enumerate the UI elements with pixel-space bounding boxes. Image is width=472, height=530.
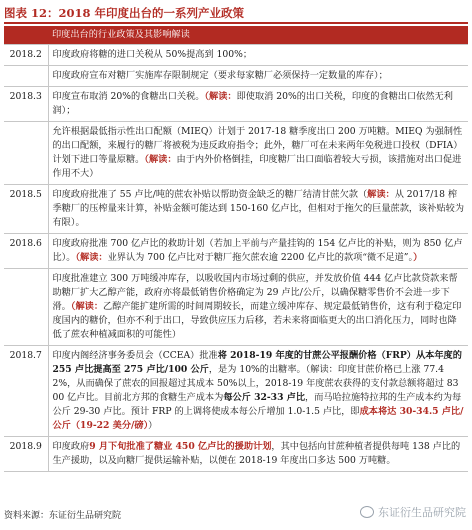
table-row bbox=[4, 185, 468, 234]
wechat-icon bbox=[360, 506, 374, 518]
row-date bbox=[4, 269, 48, 346]
text-segment: （解读： bbox=[70, 301, 104, 312]
text-segment: 印度政府 bbox=[52, 441, 90, 452]
row-date bbox=[4, 122, 48, 185]
table-row bbox=[4, 66, 468, 87]
table-header-row bbox=[4, 26, 468, 45]
text-segment: （解读： bbox=[144, 154, 177, 165]
text-segment: ，是为 10%的出糖率。（解读：印度甘蔗价格已上涨 77.42%，从而确保了蔗农的回报超过其成本 50%以上，2018-19 年度蔗农获得的支付款总额将超过 8300 亿卢比。目前北方邦的食糖生产成本为 bbox=[52, 364, 459, 403]
table-row bbox=[4, 234, 468, 269]
text-segment: 印度宣布取消 20%的食糖出口关税。 bbox=[52, 91, 205, 102]
text-segment: 从 2017/18 榨季糖厂的压榨量来计算，补贴金额可能达到 150-160 亿卢比，但相对于拖欠的巨量蔗款，该补贴较为有限）。 bbox=[52, 189, 465, 228]
policy-table bbox=[4, 26, 468, 472]
table-row bbox=[4, 269, 468, 346]
text-segment: ） bbox=[148, 420, 158, 431]
source-note: 资料来源：东证衍生品研究院 bbox=[4, 511, 122, 521]
text-segment: （解读： bbox=[75, 252, 108, 263]
row-content bbox=[48, 269, 468, 346]
text-segment: 印度内阁经济事务委员会（CCEA）批准 bbox=[52, 350, 218, 361]
figure-title: 图表 12：2018 年印度出台的一系列产业政策 bbox=[4, 4, 468, 24]
text-segment: 即使取消 20%的出口关税，印度的食糖出口依然无利润）； bbox=[52, 91, 453, 116]
text-segment: 由于内外价格倒挂，印度糖厂出口面临着较大亏损，该措施对出口促进作用不大） bbox=[52, 154, 462, 179]
text-segment: 印度批准建立 300 万吨缓冲库存，以吸收国内市场过剩的供应，并发放价值 444 亿卢比款贷款来帮助糖厂扩大乙醇产能，政府亦将最低销售价格确定为 29 卢比/公斤，以确保糖零售价不会进一步下滑。 bbox=[52, 273, 458, 312]
text-segment: ） bbox=[413, 252, 423, 263]
table-row bbox=[4, 346, 468, 437]
text-segment: 乙醇产能扩建所需的时间周期较长，而建立缓冲库存、规定最低销售价，这有利于稳定印度国内的糖价，但亦不利于出口，导致供应压力后移，若未来将面临更大的出口消化压力，同时也降低了蔗农种植减面积的可能性） bbox=[52, 301, 462, 340]
text-segment: 每公斤 32-33 卢比 bbox=[223, 392, 306, 403]
text-segment: 印度政府宣布对糖厂实施库存限制规定（要求每家糖厂必须保持一定数量的库存）； bbox=[52, 70, 388, 81]
row-content bbox=[48, 185, 468, 234]
watermark bbox=[360, 504, 466, 520]
row-date: 2018.5 bbox=[4, 185, 48, 234]
table-body bbox=[4, 45, 468, 472]
text-segment: ，其中包括向甘蔗种植者提供每吨 138 卢比的生产援助，以及向糖厂提供运输补贴，以便在 2018-19 年度出口多达 500 万吨糖。 bbox=[52, 441, 461, 466]
text-segment: 业界认为 700 亿卢比对于糖厂拖欠蔗农逾 2200 亿卢比的款项“微不足道”。 bbox=[107, 252, 414, 263]
row-content bbox=[48, 45, 468, 66]
row-date: 2018.7 bbox=[4, 346, 48, 437]
row-date bbox=[4, 66, 48, 87]
table-row bbox=[4, 122, 468, 185]
row-content bbox=[48, 346, 468, 437]
row-content bbox=[48, 87, 468, 122]
row-date: 2018.6 bbox=[4, 234, 48, 269]
row-content bbox=[48, 234, 468, 269]
row-date: 2018.3 bbox=[4, 87, 48, 122]
text-segment: ，而马哈拉施特拉邦的生产成本约为每公斤 29-30 卢比。预计 FRP 的上调将使成本每公斤增加 1.0-1.5 卢比，即 bbox=[52, 392, 462, 417]
row-date: 2018.2 bbox=[4, 45, 48, 66]
row-content bbox=[48, 122, 468, 185]
text-segment: 成本将达 30-34.5 卢比/公斤（19-22 美分/磅） bbox=[52, 406, 464, 431]
row-date: 2018.9 bbox=[4, 437, 48, 472]
header-date bbox=[4, 26, 48, 45]
text-segment: （解读： bbox=[204, 91, 237, 102]
table-row bbox=[4, 45, 468, 66]
text-segment: 将 2018-19 年度的甘蔗公平报酬价格（FRP）从本年度的 255 卢比提高至 275 卢比/100 公斤 bbox=[52, 350, 462, 375]
table-row bbox=[4, 437, 468, 472]
header-content: 印度出台的行业政策及其影响解读 bbox=[48, 26, 468, 45]
text-segment: 9 月下旬批准了糖业 450 亿卢比的援助计划 bbox=[89, 441, 272, 452]
watermark-text: 东证衍生品研究院 bbox=[378, 506, 466, 519]
text-segment: 允许根据最低指示性出口配额（MIEQ）计划于 2017-18 糖季度出口 200 万吨糖。MIEQ 为强制性的出口配额，来履行的糖厂将被税为违反政府指令；此外，糖厂可在未来两年免税进口投权（DFIA）计划下进口等量原糖。 bbox=[52, 126, 463, 165]
text-segment: 解读： bbox=[367, 189, 395, 200]
table-row bbox=[4, 87, 468, 122]
text-segment: 印度政府将糖的进口关税从 50%提高到 100%； bbox=[52, 49, 253, 60]
text-segment: 印度政府批准了 55 卢比/吨的蔗农补贴以帮助资金缺乏的糖厂结清甘蔗欠款（ bbox=[52, 189, 368, 200]
text-segment: 印度政府批准 700 亿卢比的救助计划（若加上平前与产量挂钩的 154 亿卢比的补贴，则为 850 亿卢比）。 bbox=[52, 238, 463, 263]
row-content bbox=[48, 66, 468, 87]
row-content bbox=[48, 437, 468, 472]
